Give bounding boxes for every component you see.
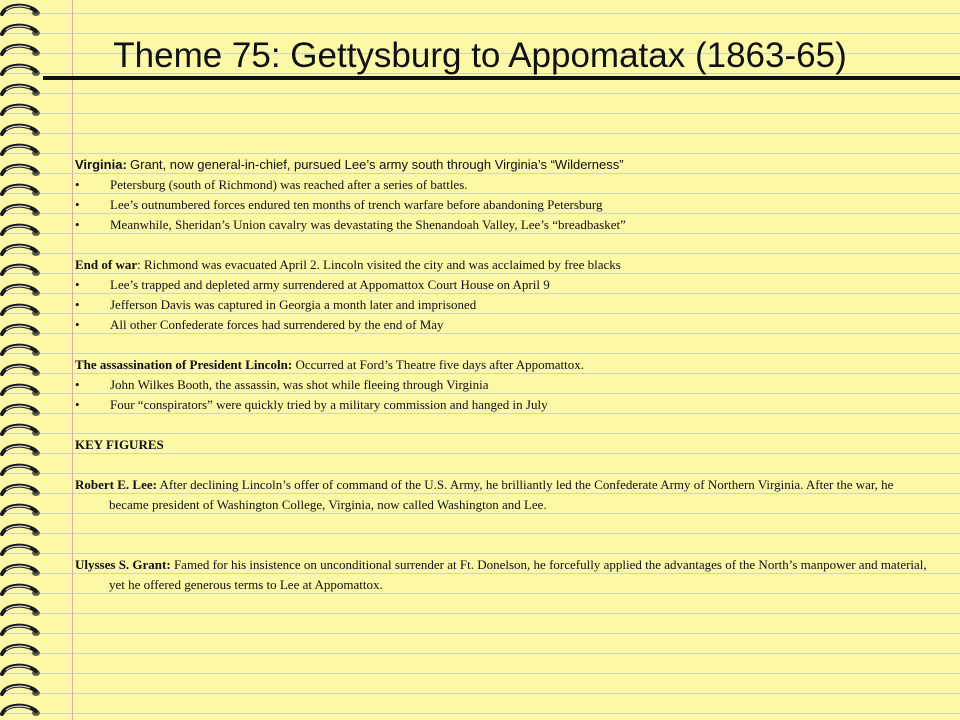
list-item: • All other Confederate forces had surrendered by the end of May [75,315,935,335]
spiral-ring-icon [2,666,40,676]
bullet-icon: • [75,217,80,232]
spiral-ring-icon [2,526,40,536]
spiral-ring-icon [2,446,40,456]
spiral-ring-icon [2,166,40,176]
spiral-ring-icon [2,546,40,556]
spiral-ring-icon [2,486,40,496]
spiral-ring-icon [2,406,40,416]
bullet-icon: • [75,297,80,312]
assassination-heading: The assassination of President Lincoln: [75,357,293,372]
spiral-ring-icon [2,286,40,296]
spiral-binding [0,0,50,720]
spiral-ring-icon [2,646,40,656]
spiral-ring-icon [2,466,40,476]
list-item: • Meanwhile, Sheridan’s Union cavalry was devastating the Shenandoah Valley, Lee’s “breadbasket” [75,215,935,235]
lee-paragraph [75,475,935,515]
bullet-icon: • [75,177,80,192]
grant-heading: Ulysses S. Grant: [75,557,171,572]
notebook-margin-line [72,0,73,720]
spiral-ring-icon [2,706,40,716]
spiral-ring-icon [2,346,40,356]
lee-text: After declining Lincoln’s offer of command of the U.S. Army, he brilliantly led the Confederate Army of Northern Virginia. After the war, he became president of Washington College, Virginia, now called Washington and Lee. [109,477,894,512]
spiral-ring-icon [2,626,40,636]
list-item: • Jefferson Davis was captured in Georgia a month later and imprisoned [75,295,935,315]
spiral-ring-icon [2,246,40,256]
virginia-heading: Virginia: [75,157,127,172]
spiral-ring-icon [2,366,40,376]
bullet-icon: • [75,377,80,392]
spiral-ring-icon [2,506,40,516]
spiral-ring-icon [2,106,40,116]
spiral-ring-icon [2,306,40,316]
spiral-ring-icon [2,686,40,696]
virginia-lead-line [75,155,935,175]
spiral-ring-icon [2,426,40,436]
assassination-lead-line [75,355,935,375]
list-item: • Petersburg (south of Richmond) was reached after a series of battles. [75,175,935,195]
spiral-ring-icon [2,206,40,216]
spiral-ring-icon [2,586,40,596]
spiral-ring-icon [2,186,40,196]
list-item: • Four “conspirators” were quickly tried by a military commission and hanged in July [75,395,935,415]
spiral-ring-icon [2,86,40,96]
spiral-ring-icon [2,126,40,136]
bullet-icon: • [75,197,80,212]
assassination-lead: Occurred at Ford’s Theatre five days after Appomattox. [292,357,584,372]
spiral-ring-icon [2,6,40,16]
bullet-icon: • [75,317,80,332]
slide-title: Theme 75: Gettysburg to Appomatax (1863-65) [113,36,847,75]
bullet-icon: • [75,277,80,292]
spiral-ring-icon [2,606,40,616]
key-figures-heading: KEY FIGURES [75,437,164,452]
virginia-lead: Grant, now general-in-chief, pursued Lee’s army south through Virginia’s “Wilderness” [130,157,624,172]
grant-paragraph [75,555,935,595]
end-of-war-heading: End of war [75,257,138,272]
list-item: • Lee’s trapped and depleted army surrendered at Appomattox Court House on April 9 [75,275,935,295]
spiral-ring-icon [2,26,40,36]
spiral-ring-icon [2,146,40,156]
spiral-ring-icon [2,386,40,396]
spiral-ring-icon [2,566,40,576]
slide-content [75,155,935,595]
end-of-war-lead: : Richmond was evacuated April 2. Lincoln visited the city and was acclaimed by free blacks [137,257,621,272]
spiral-ring-icon [2,326,40,336]
lee-heading: Robert E. Lee: [75,477,157,492]
grant-text: Famed for his insistence on unconditional surrender at Ft. Donelson, he forcefully applied the advantages of the North’s manpower and material, yet he offered generous terms to Lee at Appomattox. [109,557,927,592]
list-item: • Lee’s outnumbered forces endured ten months of trench warfare before abandoning Petersburg [75,195,935,215]
list-item: • John Wilkes Booth, the assassin, was shot while fleeing through Virginia [75,375,935,395]
title-underline [43,76,960,80]
spiral-ring-icon [2,266,40,276]
bullet-icon: • [75,397,80,412]
spiral-ring-icon [2,226,40,236]
end-of-war-lead-line [75,255,935,275]
